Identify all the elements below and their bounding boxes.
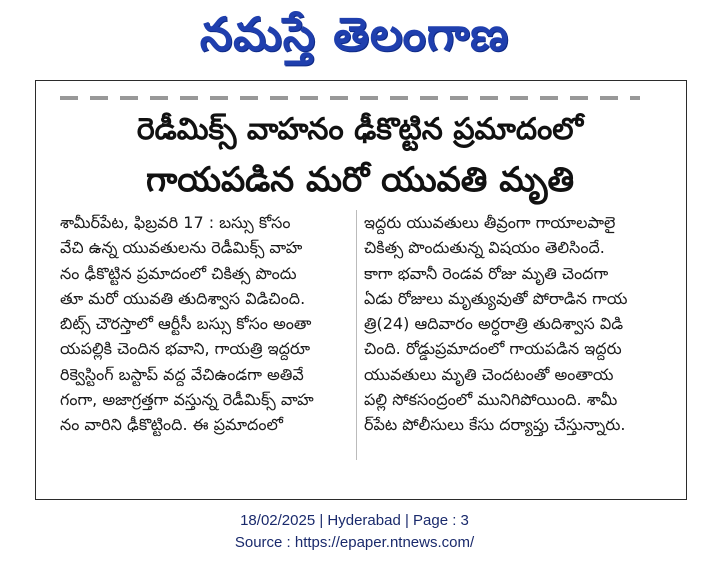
article-line: కాగా భవానీ రెండవ రోజు మృతి చెందగా xyxy=(364,263,609,283)
article-line: బిట్స్ చౌరస్తాలో ఆర్టీసీ బస్సు కోసం అంతా xyxy=(60,314,312,334)
article-column-right xyxy=(364,210,664,438)
article-line: యువతులు మృతి చెందటంతో అంతాయ xyxy=(364,364,614,384)
article-line: త్రి(24) ఆదివారం అర్ధరాత్రి తుదిశ్వాస విడి xyxy=(364,314,624,334)
article-line: నం వారిని ఢీకొట్టింది. ఈ ప్రమాదంలో xyxy=(60,415,283,435)
article-line: శామీర్‌పేట, ఫిబ్రవరి 17 : బస్సు కోసం xyxy=(60,213,291,232)
article-line: తూ మరో యువతి తుదిశ్వాస విడిచింది. xyxy=(60,288,306,308)
article-line: వేచి ఉన్న యువతులను రెడీమిక్స్ వాహ xyxy=(60,238,303,258)
newspaper-masthead xyxy=(0,0,709,80)
headline-line-2: గాయపడిన మరో యువతి మృతి xyxy=(145,160,575,200)
article-line: ఇద్దరు యువతులు తీవ్రంగా గాయాలపాలై xyxy=(364,213,616,232)
article-line: ర్‌పేట పోలీసులు కేసు దర్యాప్తు చేస్తున్నారు. xyxy=(364,415,626,435)
column-divider xyxy=(356,210,357,460)
article-line: నం ఢీకొట్టిన ప్రమాదంలో చికిత్స పొందు xyxy=(60,263,297,283)
cropped-text-remnant xyxy=(60,96,640,100)
article-line: పల్లి సోకసంద్రంలో మునిగిపోయింది. శామీ xyxy=(364,390,618,410)
article-line: రిక్వెస్టింగ్ బస్టాప్ వద్ద వేచిఉండగా అతివే xyxy=(60,364,304,384)
article-column-left xyxy=(60,210,360,438)
source-link[interactable]: Source : https://epaper.ntnews.com/ xyxy=(234,534,475,551)
article-line: చికిత్స పొందుతున్న విషయం తెలిసిందే. xyxy=(364,238,605,258)
article-line: ఏడు రోజులు మృత్యువుతో పోరాడిన గాయ xyxy=(364,288,628,308)
article-line: చింది. రోడ్డుప్రమాదంలో గాయపడిన ఇద్దరు xyxy=(364,339,622,359)
edition-meta: 18/02/2025 | Hyderabad | Page : 3 xyxy=(240,512,469,529)
headline-line-1: రెడీమిక్స్ వాహనం ఢీకొట్టిన ప్రమాదంలో xyxy=(136,112,584,147)
article-line: యపల్లికి చెందిన భవాని, గాయత్రి ఇద్దరూ xyxy=(60,339,311,359)
article-line: గంగా, అజాగ్రత్తగా వస్తున్న రెడీమిక్స్ వాహ xyxy=(60,390,314,410)
masthead-title: నమస్తే తెలంగాణ xyxy=(199,7,510,61)
